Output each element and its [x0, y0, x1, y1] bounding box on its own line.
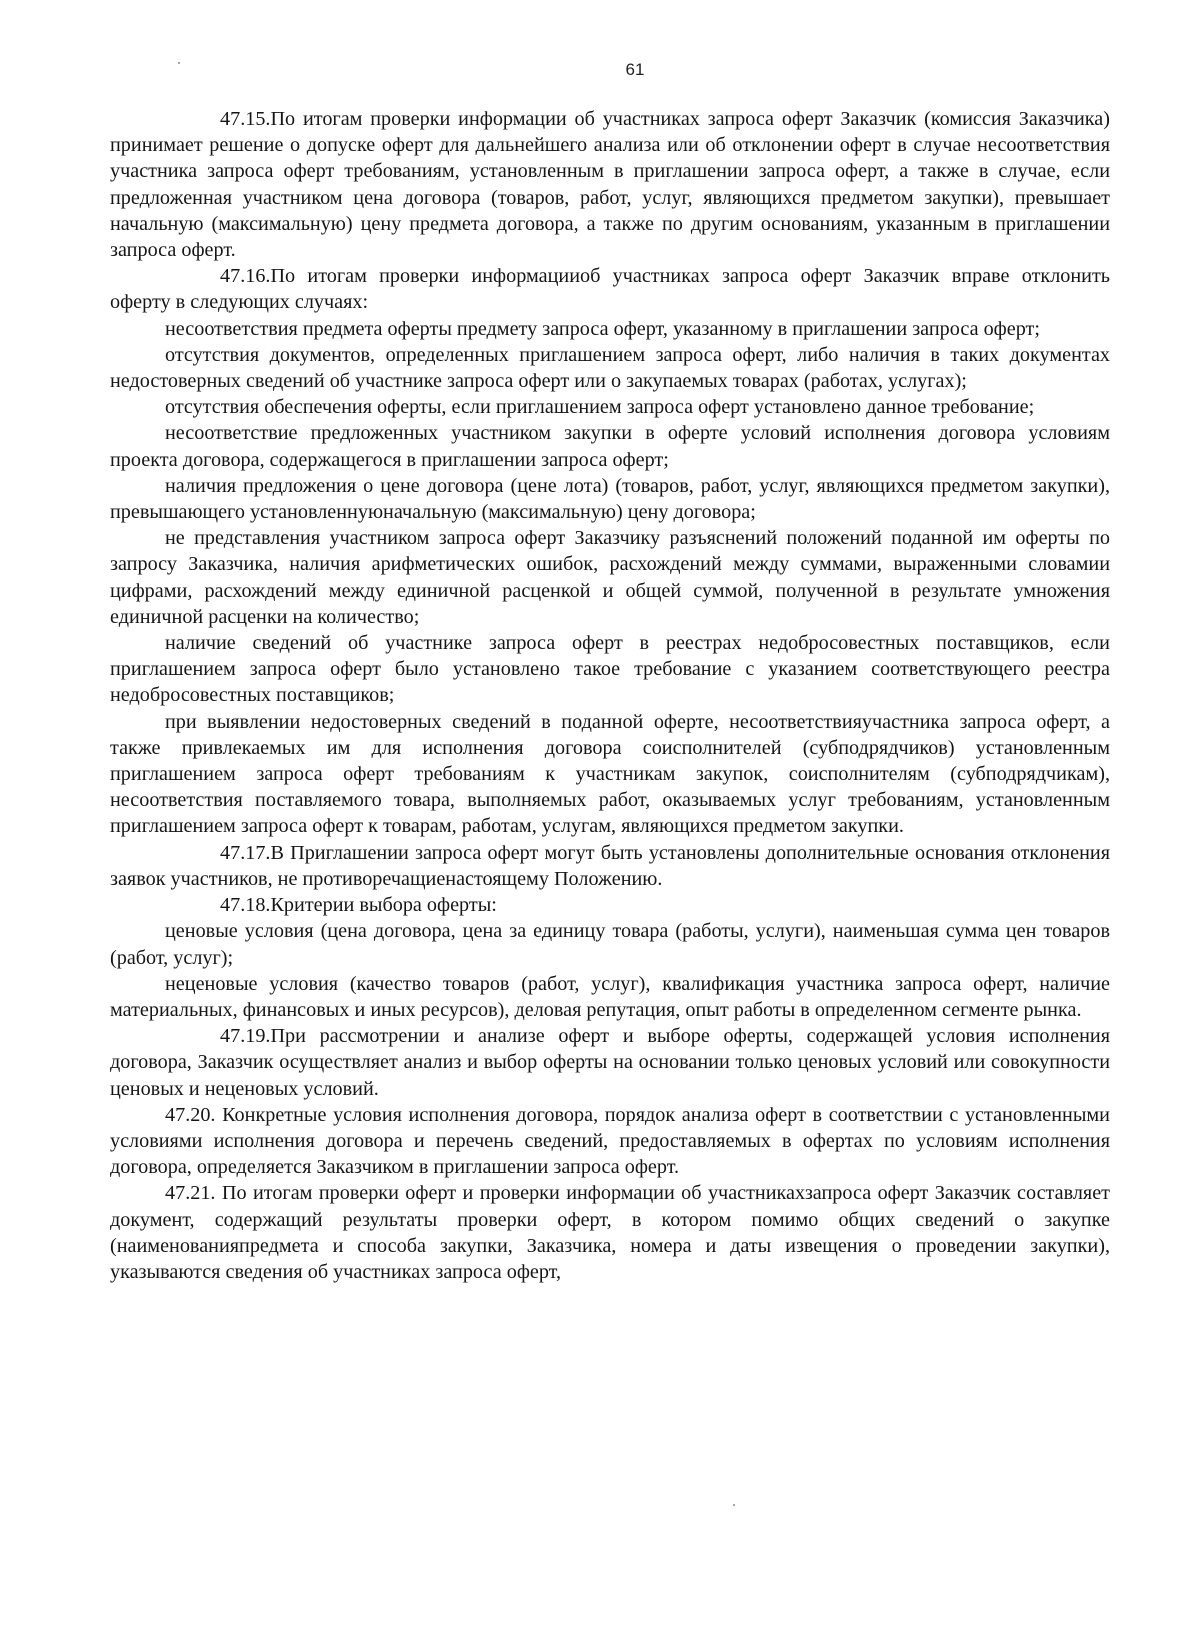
list-item: несоответствия предмета оферты предмету запроса оферт, указанному в приглашении запроса оферт;: [165, 317, 1040, 340]
document-body: [110, 106, 1110, 1285]
list-item: отсутствия обеспечения оферты, если приглашением запроса оферт установлено данное требование;: [165, 396, 1035, 419]
clause-number: 47.17.: [220, 841, 271, 864]
scan-speck: [733, 1504, 735, 1506]
clause-number: 47.19.: [220, 1025, 271, 1048]
clause-text: Критерии выбора оферты:: [270, 894, 497, 917]
clause-number: 47.15.: [220, 108, 271, 130]
clause-47-21: 47.21. По итогам проверки оферт и проверки информации об участникахзапроса оферт Заказчик составляет документ, содержащий результаты проверки оферт, в котором помимо общих сведений о закупке (наименованияпредмета и способа закупки, Заказчика, номера и даты извещения о проведении закупки), указываются сведения об участниках запроса оферт,: [110, 1182, 1110, 1283]
list-item: неценовые условия (качество товаров (работ, услуг), квалификация участника запроса оферт, наличие материальных, финансовых и иных ресурсов), деловая репутация, опыт работы в определенном сегменте рынка.: [110, 972, 1110, 1021]
scan-speck: [178, 62, 180, 64]
list-item: ценовые условия (цена договора, цена за единицу товара (работы, услуги), наименьшая сумма цен товаров (работ, услуг);: [110, 920, 1110, 969]
clause-47-17: [110, 840, 1110, 892]
clause-47-16: [110, 263, 1110, 315]
list-item: наличие сведений об участнике запроса оферт в реестрах недобросовестных поставщиков, если приглашением запроса оферт было установлено такое требование с указанием соответствующего реестра недобросовестных поставщиков;: [110, 632, 1110, 707]
list-item: не представления участником запроса оферт Заказчику разъяснений положений поданной им оферты по запросу Заказчика, наличия арифметических ошибок, расхождений между суммами, выраженными словамии цифрами, расхождений между единичной расценкой и общей суммой, полученной в результате умножения единичной расценки на количество;: [110, 527, 1110, 628]
clause-number: 47.16.: [220, 265, 271, 288]
clause-47-15: [110, 106, 1110, 263]
list-item: отсутствия документов, определенных приглашением запроса оферт, либо наличия в таких документах недостоверных сведений об участнике запроса оферт или о закупаемых товарах (работах, услугах);: [110, 343, 1110, 393]
clause-number: 47.18.: [220, 894, 271, 917]
list-item: наличия предложения о цене договора (цене лота) (товаров, работ, услуг, являющихся предметом закупки), превышающего установленнуюначальную (максимальную) цену договора;: [110, 474, 1110, 524]
page-number: 61: [625, 60, 645, 79]
clause-47-19: [110, 1023, 1110, 1102]
list-item: несоответствие предложенных участником закупки в оферте условий исполнения договора условиям проекта договора, содержащегося в приглашении запроса оферт;: [110, 422, 1110, 471]
clause-text: В Приглашении запроса оферт могут быть установлены дополнительные основания отклонения заявок участников, не противоречащиенастоящему Положению.: [110, 841, 1110, 890]
clause-text: При рассмотрении и анализе оферт и выборе оферты, содержащей условия исполнения договора, Заказчик осуществляет анализ и выбор оферты на основании только ценовых условий или совокупности ценовых и неценовых условий.: [110, 1025, 1110, 1100]
clause-text: По итогам проверки информации об участниках запроса оферт Заказчик (комиссия Заказчика) принимает решение о допуске оферт для дальнейшего анализа или об отклонении оферт в случае несоответствия участника запроса оферт требованиям, установленным в приглашении запроса оферт, а также в случае, если предложенная участником цена договора (товаров, работ, услуг, являющихся предметом закупки), превышает начальную (максимальную) цену предмета договора, а также по другим основаниям, указанным в приглашении запроса оферт.: [110, 108, 1110, 262]
clause-text: По итогам проверки информацииоб участниках запроса оферт Заказчик вправе отклонить оферту в следующих случаях:: [110, 265, 1110, 314]
clause-47-20: 47.20. Конкретные условия исполнения договора, порядок анализа оферт в соответствии с установленными условиями исполнения договора и перечень сведений, предоставляемых в офертах по условиям исполнения договора, определяется Заказчиком в приглашении запроса оферт.: [110, 1103, 1110, 1179]
clause-47-18: [110, 892, 1110, 918]
list-item: при выявлении недостоверных сведений в поданной оферте, несоответствияучастника запроса оферт, а также привлекаемых им для исполнения договора соисполнителей (субподрядчиков) установленным приглашением запроса оферт требованиям к участникам закупок, соисполнителям (субподрядчикам), несоответствия поставляемого товара, выполняемых работ, оказываемых услуг требованиям, установленным приглашением запроса оферт к товарам, работам, услугам, являющихся предметом закупки.: [110, 710, 1110, 838]
